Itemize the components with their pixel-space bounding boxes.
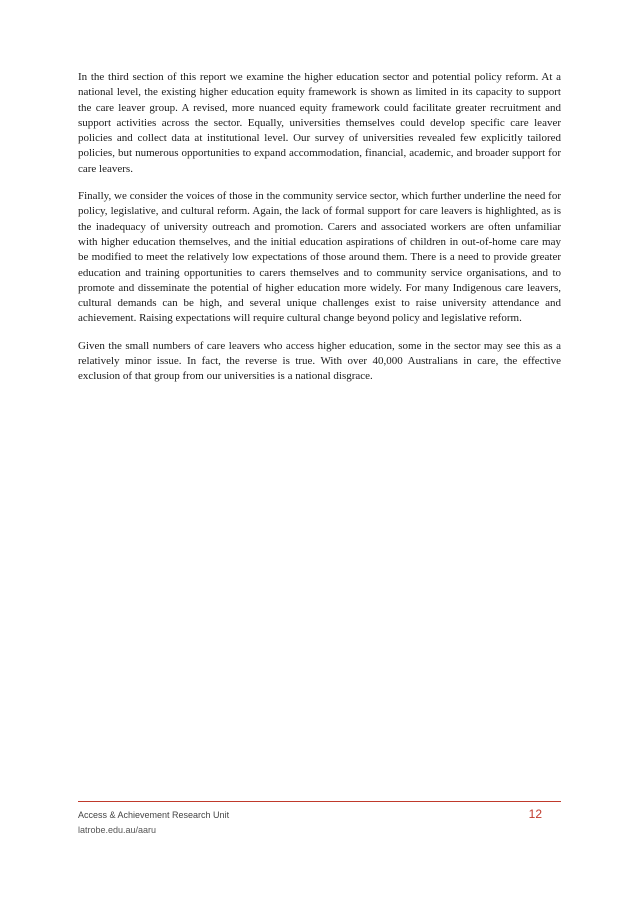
footer-divider bbox=[78, 801, 561, 802]
footer-url: latrobe.edu.au/aaru bbox=[78, 825, 157, 835]
page-number: 12 bbox=[528, 807, 542, 821]
paragraph-conclusion: Given the small numbers of care leavers who access higher education, some in the sector may see this as a relatively minor issue. In fact, the reverse is true. With over 40,000 Australians in care, the effective exclusion of that group from our universities is a national disgrace. bbox=[78, 339, 561, 383]
footer-unit-name: Access & Achievement Research Unit bbox=[78, 810, 230, 820]
body-text bbox=[78, 70, 561, 397]
paragraph-community-service-sector: Finally, we consider the voices of those in the community service sector, which further underline the need for policy, legislative, and cultural reform. Again, the lack of formal support for care leavers is highlighted, as is the inadequacy of university outreach and promotion. Carers and associated workers are often unfamiliar with higher education themselves, and the initial education aspirations of children in out-of-home care may be modified to meet the relatively low expectations of those around them. There is a need to provide greater education and training opportunities to carers themselves and to community service organisations, and to promote and disseminate the potential of higher education more widely. For many Indigenous care leavers, cultural demands can be high, and several unique challenges exist to raise university attendance and achievement. Raising expectations will require cultural change beyond policy and legislative reform. bbox=[78, 190, 561, 325]
paragraph-higher-education-sector: In the third section of this report we examine the higher education sector and potential policy reform. At a national level, the existing higher education equity framework is shown as limited in its capacity to support the care leaver group. A revised, more nuanced equity framework could facilitate greater recruitment and support activities across the sector. Equally, universities themselves could develop specific care leaver policies and collect data at institutional level. Our survey of universities revealed few explicitly tailored policies, but numerous opportunities to expand accommodation, financial, academic, and broader support for care leavers. bbox=[78, 71, 561, 175]
